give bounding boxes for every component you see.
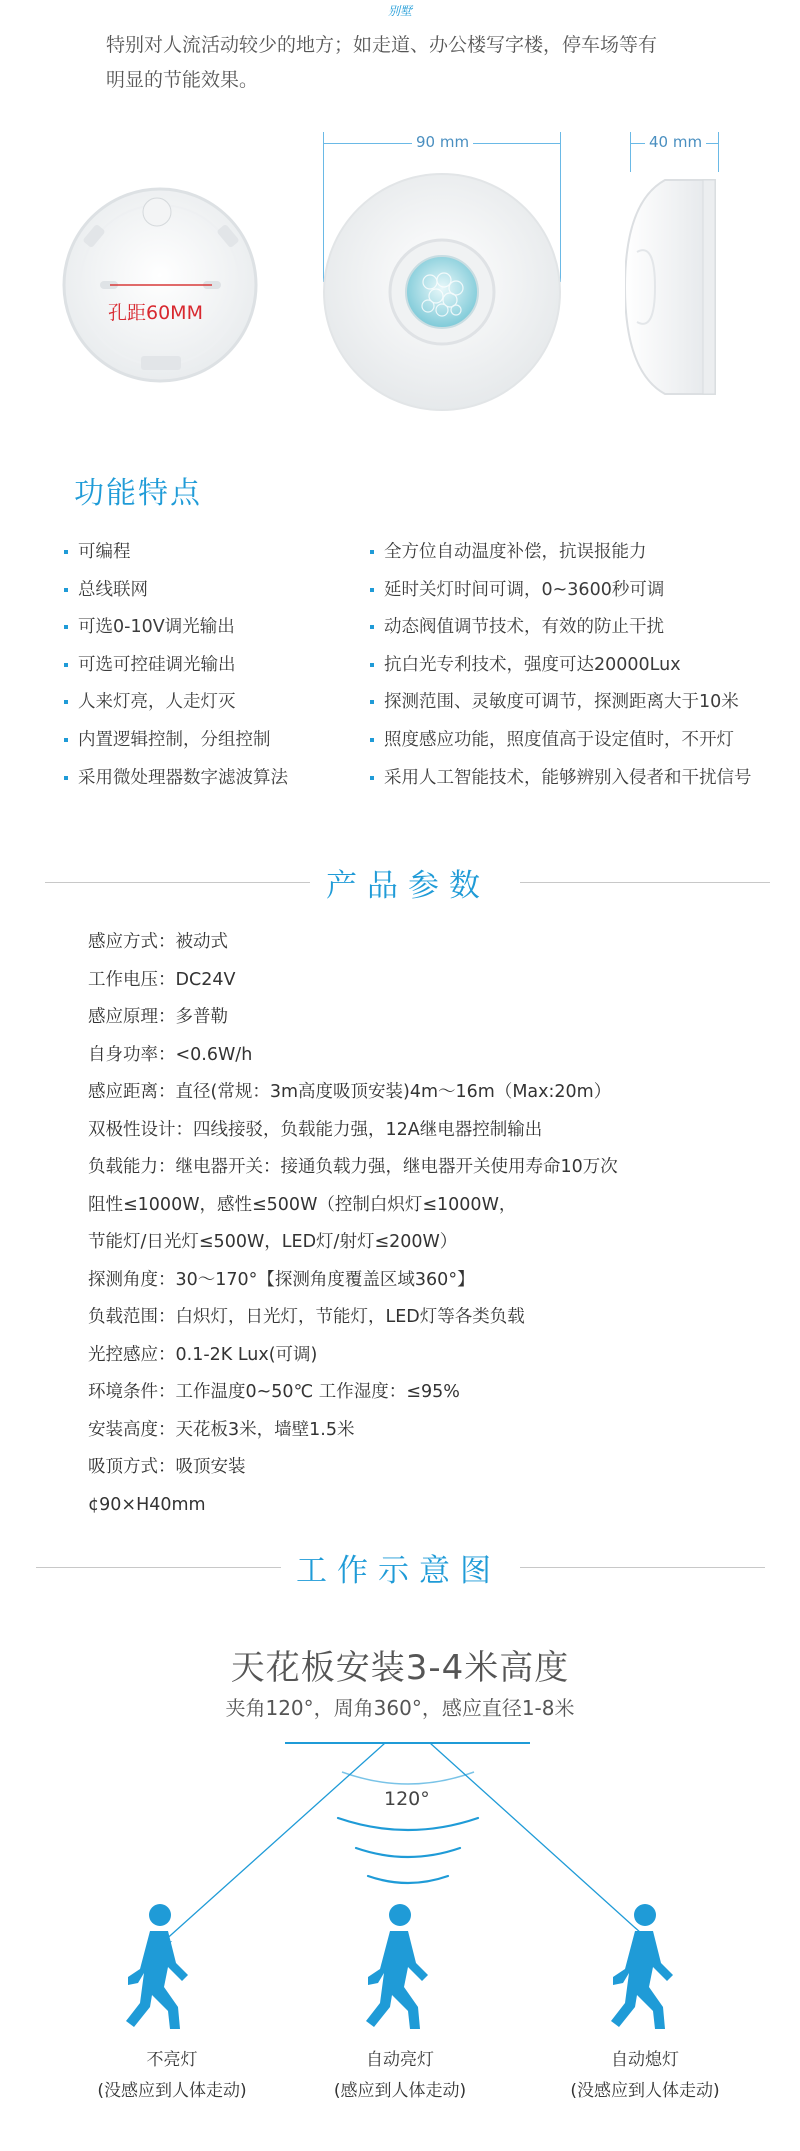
feature-item: 采用微处理器数字滤波算法	[64, 766, 288, 804]
person-label-center	[310, 2045, 490, 2107]
top-crumb: 别墅	[387, 4, 412, 18]
spec-item: 负载范围：白炽灯，日光灯，节能灯，LED灯等各类负载	[88, 1307, 525, 1327]
hole-distance-label: 孔距60MM	[108, 302, 203, 324]
feature-item: 总线联网	[64, 578, 288, 616]
spec-item: 自身功率：<0.6W/h	[88, 1044, 253, 1065]
height-dimension-label: 40 mm	[645, 133, 706, 151]
person-note: (感应到人体走动)	[333, 2081, 467, 2101]
walking-person-icon	[360, 1903, 445, 2033]
spec-item: 安装高度：天花板3米，墙壁1.5米	[88, 1419, 355, 1440]
feature-item: 可选可控硅调光输出	[64, 653, 288, 691]
feature-item: 全方位自动温度补偿，抗误报能力	[370, 540, 752, 578]
diagram-rule-right	[520, 1567, 765, 1568]
signal-waves	[338, 1818, 478, 1883]
spec-item: 探测角度：30～170°【探测角度覆盖区域360°】	[88, 1269, 475, 1290]
spec-item: 光控感应：0.1-2K Lux(可调)	[88, 1344, 318, 1365]
feature-item: 可编程	[64, 540, 288, 578]
feature-item: 延时关灯时间可调，0~3600秒可调	[370, 578, 752, 616]
spec-item: 感应原理：多普勒	[88, 1007, 228, 1027]
spec-item: 吸顶方式：吸顶安装	[88, 1457, 246, 1477]
specs-rule-left	[45, 882, 310, 883]
specs-list	[88, 930, 618, 1530]
spec-item: 负载能力：继电器开关：接通负载力强，继电器开关使用寿命10万次	[88, 1157, 618, 1177]
feature-item: 探测范围、灵敏度可调节，探测距离大于10米	[370, 690, 752, 728]
spec-item: 感应方式：被动式	[88, 932, 228, 952]
sensor-front-image	[322, 170, 562, 415]
feature-item: 人来灯亮，人走灯灭	[64, 690, 288, 728]
angle-label: 120°	[384, 1788, 430, 1810]
feature-item: 动态阀值调节技术，有效的防止干扰	[370, 615, 752, 653]
spec-item: 工作电压：DC24V	[88, 969, 236, 990]
person-status: 不亮灯	[146, 2050, 198, 2070]
specs-title: 产品参数	[326, 868, 490, 904]
person-note: (没感应到人体走动)	[570, 2081, 720, 2101]
feature-item: 采用人工智能技术，能够辨别入侵者和干扰信号	[370, 766, 752, 804]
intro-paragraph	[106, 28, 726, 98]
width-dimension-label: 90 mm	[412, 133, 473, 151]
diagram-section-title: 工作示意图	[296, 1553, 501, 1589]
walking-person-icon	[605, 1903, 690, 2033]
specs-rule-right	[520, 882, 770, 883]
spec-item: 感应距离：直径(常规：3m高度吸顶安装)4m～16m（Max:20m）	[88, 1082, 612, 1102]
intro-line-1: 特别对人流活动较少的地方；如走道、办公楼写字楼，停车场等有	[106, 34, 658, 56]
person-status: 自动熄灯	[611, 2050, 679, 2070]
features-right-list	[370, 540, 752, 803]
features-left-list	[64, 540, 288, 803]
spec-item: 环境条件：工作温度0~50℃ 工作湿度：≤95%	[88, 1382, 460, 1402]
feature-item: 内置逻辑控制，分组控制	[64, 728, 288, 766]
person-label-left	[82, 2045, 262, 2107]
diagram-rule-left	[36, 1567, 281, 1568]
diagram-title: 天花板安装3-4米高度	[230, 1648, 570, 1688]
spec-item: 节能灯/日光灯≤500W，LED灯/射灯≤200W）	[88, 1232, 458, 1252]
person-label-right	[555, 2045, 735, 2107]
sensor-side-image	[625, 172, 725, 402]
person-note: (没感应到人体走动)	[97, 2081, 247, 2101]
walking-person-icon	[120, 1903, 205, 2033]
features-title: 功能特点	[74, 476, 202, 511]
spec-item: 双极性设计：四线接驳，负载能力强，12A继电器控制输出	[88, 1119, 543, 1140]
diagram-subtitle: 夹角120°，周角360°，感应直径1-8米	[225, 1696, 575, 1720]
feature-item: 照度感应功能，照度值高于设定值时，不开灯	[370, 728, 752, 766]
feature-item: 抗白光专利技术，强度可达20000Lux	[370, 653, 752, 691]
intro-line-2: 明显的节能效果。	[106, 69, 259, 91]
person-status: 自动亮灯	[366, 2050, 434, 2070]
mounting-base-image	[55, 180, 265, 390]
spec-item: 阻性≤1000W，感性≤500W（控制白炽灯≤1000W，	[88, 1194, 517, 1215]
spec-item: ¢90×H40mm	[88, 1494, 206, 1515]
feature-item: 可选0-10V调光输出	[64, 615, 288, 653]
